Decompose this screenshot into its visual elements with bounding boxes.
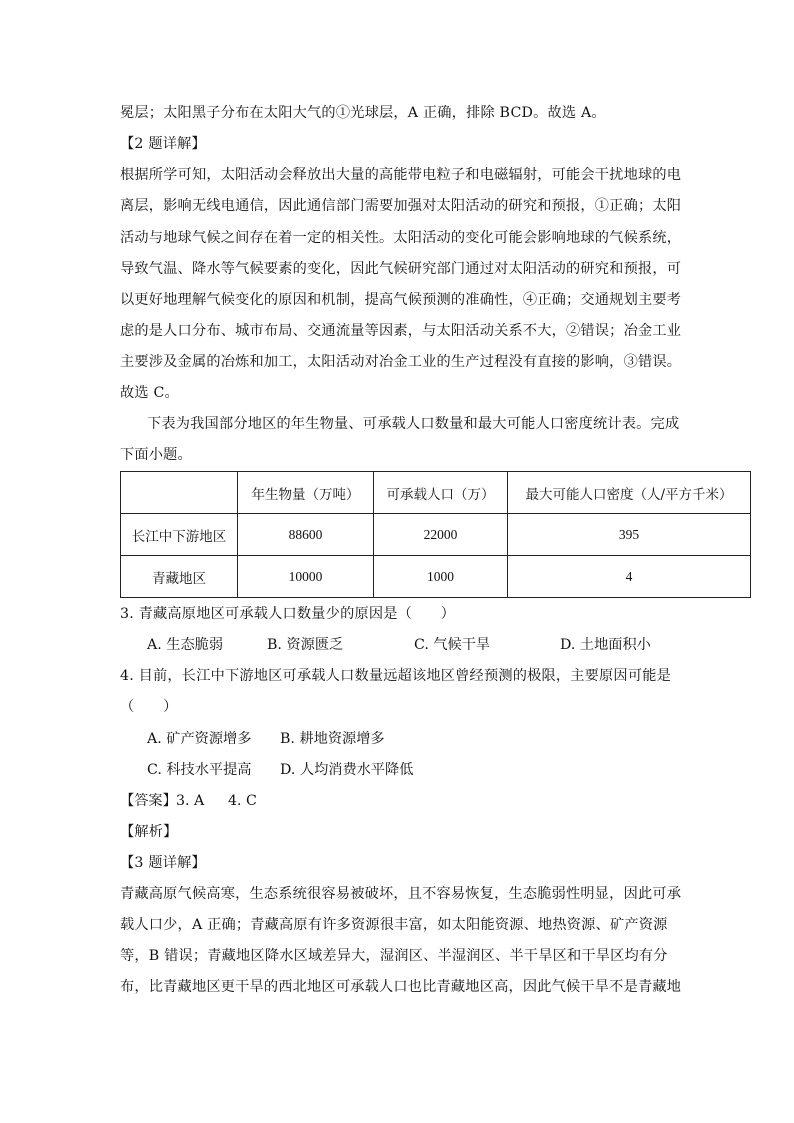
q3-option-d: D. 土地面积小: [560, 637, 651, 653]
text-line: 等，B 错误；青藏地区降水区域差异大，湿润区、半湿润区、半干旱区和干旱区均有分: [120, 948, 668, 964]
table-header-cell: 可承载人口（万）: [374, 472, 508, 514]
q3-option-c: C. 气候干旱: [414, 637, 491, 653]
text-line: 下表为我国部分地区的年生物量、可承载人口数量和最大可能人口密度统计表。完成: [147, 416, 680, 432]
table-cell: 4: [508, 556, 751, 598]
text-line: 导致气温、降水等气候要素的变化，因此气候研究部门通过对太阳活动的研究和预报，可: [120, 261, 682, 277]
table-row: [121, 514, 751, 556]
question-4-stem: 4. 目前，长江中下游地区可承载人口数量远超该地区曾经预测的极限，主要原因可能是: [120, 668, 671, 684]
section-heading: 【3 题详解】: [120, 855, 206, 871]
text-line: 故选 C。: [120, 385, 179, 401]
table-header-cell: 最大可能人口密度（人/平方千米）: [508, 472, 751, 514]
table-cell: 青藏地区: [121, 556, 238, 598]
text-line: 青藏高原气候高寒，生态系统很容易被破坏，且不容易恢复，生态脆弱性明显，因此可承: [120, 886, 682, 902]
analysis-title: 【解析】: [120, 824, 178, 840]
section-heading: 【2 题详解】: [120, 136, 206, 152]
answer-3: 3. A: [176, 793, 205, 809]
text-line: 下面小题。: [120, 447, 192, 463]
q4-option-d: D. 人均消费水平降低: [280, 762, 414, 778]
answer-4: 4. C: [228, 793, 257, 809]
question-3-stem: 3. 青藏高原地区可承载人口数量少的原因是（ ）: [120, 606, 456, 622]
table-cell: 10000: [238, 556, 374, 598]
statistics-table: [120, 471, 751, 598]
text-line: 虑的是人口分布、城市布局、交通流量等因素，与太阳活动关系不大，②错误；冶金工业: [120, 323, 682, 339]
text-line: 活动与地球气候之间存在着一定的相关性。太阳活动的变化可能会影响地球的气候系统，: [120, 230, 682, 246]
table-cell: 1000: [374, 556, 508, 598]
q3-option-b: B. 资源匮乏: [267, 637, 344, 653]
q3-option-a: A. 生态脆弱: [147, 637, 224, 653]
table-row: [121, 556, 751, 598]
text-line: 离层，影响无线电通信，因此通信部门需要加强对太阳活动的研究和预报，①正确；太阳: [120, 198, 682, 214]
table-header-cell: [121, 472, 238, 514]
table-cell: 长江中下游地区: [121, 514, 238, 556]
table-header-cell: 年生物量（万吨）: [238, 472, 374, 514]
answer-label: 【答案】: [120, 793, 177, 809]
q4-option-c: C. 科技水平提高: [147, 762, 252, 778]
q4-option-b: B. 耕地资源增多: [280, 731, 385, 747]
text-line: 主要涉及金属的冶炼和加工，太阳活动对冶金工业的生产过程没有直接的影响，③错误。: [120, 354, 682, 370]
text-line: 载人口少，A 正确；青藏高原有许多资源很丰富，如太阳能资源、地热资源、矿产资源: [120, 917, 668, 933]
text-line: 布，比青藏地区更干旱的西北地区可承载人口也比青藏地区高，因此气候干旱不是青藏地: [120, 979, 682, 995]
text-line: 冕层；太阳黑子分布在太阳大气的①光球层，A 正确，排除 BCD。故选 A。: [120, 105, 606, 121]
table-cell: 395: [508, 514, 751, 556]
table-cell: 88600: [238, 514, 374, 556]
table-header-row: [121, 472, 751, 514]
table-cell: 22000: [374, 514, 508, 556]
question-4-stem-cont: （ ）: [120, 699, 178, 715]
text-line: 根据所学可知，太阳活动会释放出大量的高能带电粒子和电磁辐射，可能会干扰地球的电: [120, 167, 682, 183]
q4-option-a: A. 矿产资源增多: [147, 731, 252, 747]
text-line: 以更好地理解气候变化的原因和机制，提高气候预测的准确性，④正确；交通规划主要考: [120, 292, 682, 308]
